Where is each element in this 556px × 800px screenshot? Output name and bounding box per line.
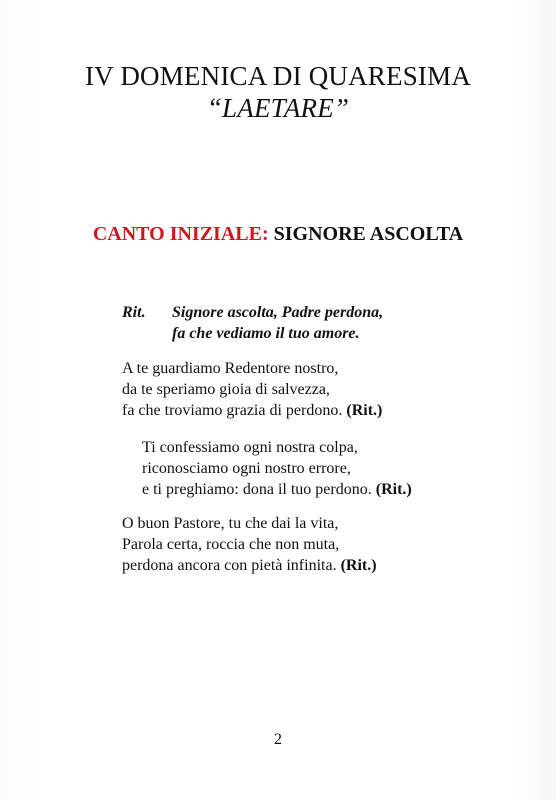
stanza-3 — [122, 513, 377, 576]
section-heading-name: SIGNORE ASCOLTA — [273, 223, 464, 245]
refrain-marker: (Rit.) — [346, 402, 383, 419]
refrain-marker: (Rit.) — [340, 557, 377, 574]
page-title: IV DOMENICA DI QUARESIMA — [84, 61, 472, 91]
page-subtitle: “LAETARE” — [206, 93, 350, 123]
stanza-line: Parola certa, roccia che non muta, — [122, 536, 340, 553]
stanza-line-text: perdona ancora con pietà infinita. — [122, 557, 337, 574]
refrain-line: fa che vediamo il tuo amore. — [172, 325, 360, 342]
stanza-line-last — [122, 555, 377, 576]
stanza-line-last — [122, 400, 382, 421]
stanza-line: da te speriamo gioia di salvezza, — [122, 381, 330, 398]
refrain-line: Signore ascolta, Padre perdona, — [172, 304, 384, 321]
refrain-lines — [172, 302, 383, 344]
section-heading — [0, 221, 556, 247]
refrain-label: Rit. — [122, 304, 146, 321]
stanza-line-last — [142, 479, 412, 500]
section-heading-label: CANTO INIZIALE: — [92, 223, 269, 245]
stanza-line: riconosciamo ogni nostro errore, — [142, 460, 351, 477]
stanza-line-text: fa che troviamo grazia di perdono. — [122, 402, 343, 419]
stanza-line-text: e ti preghiamo: dona il tuo perdono. — [142, 481, 372, 498]
refrain-marker: (Rit.) — [375, 481, 412, 498]
stanza-1 — [122, 358, 382, 421]
stanza-line: A te guardiamo Redentore nostro, — [122, 360, 339, 377]
stanza-line: O buon Pastore, tu che dai la vita, — [122, 515, 339, 532]
stanza-line: Ti confessiamo ogni nostra colpa, — [142, 439, 358, 456]
page-number: 2 — [274, 731, 282, 748]
stanza-2 — [142, 437, 412, 500]
